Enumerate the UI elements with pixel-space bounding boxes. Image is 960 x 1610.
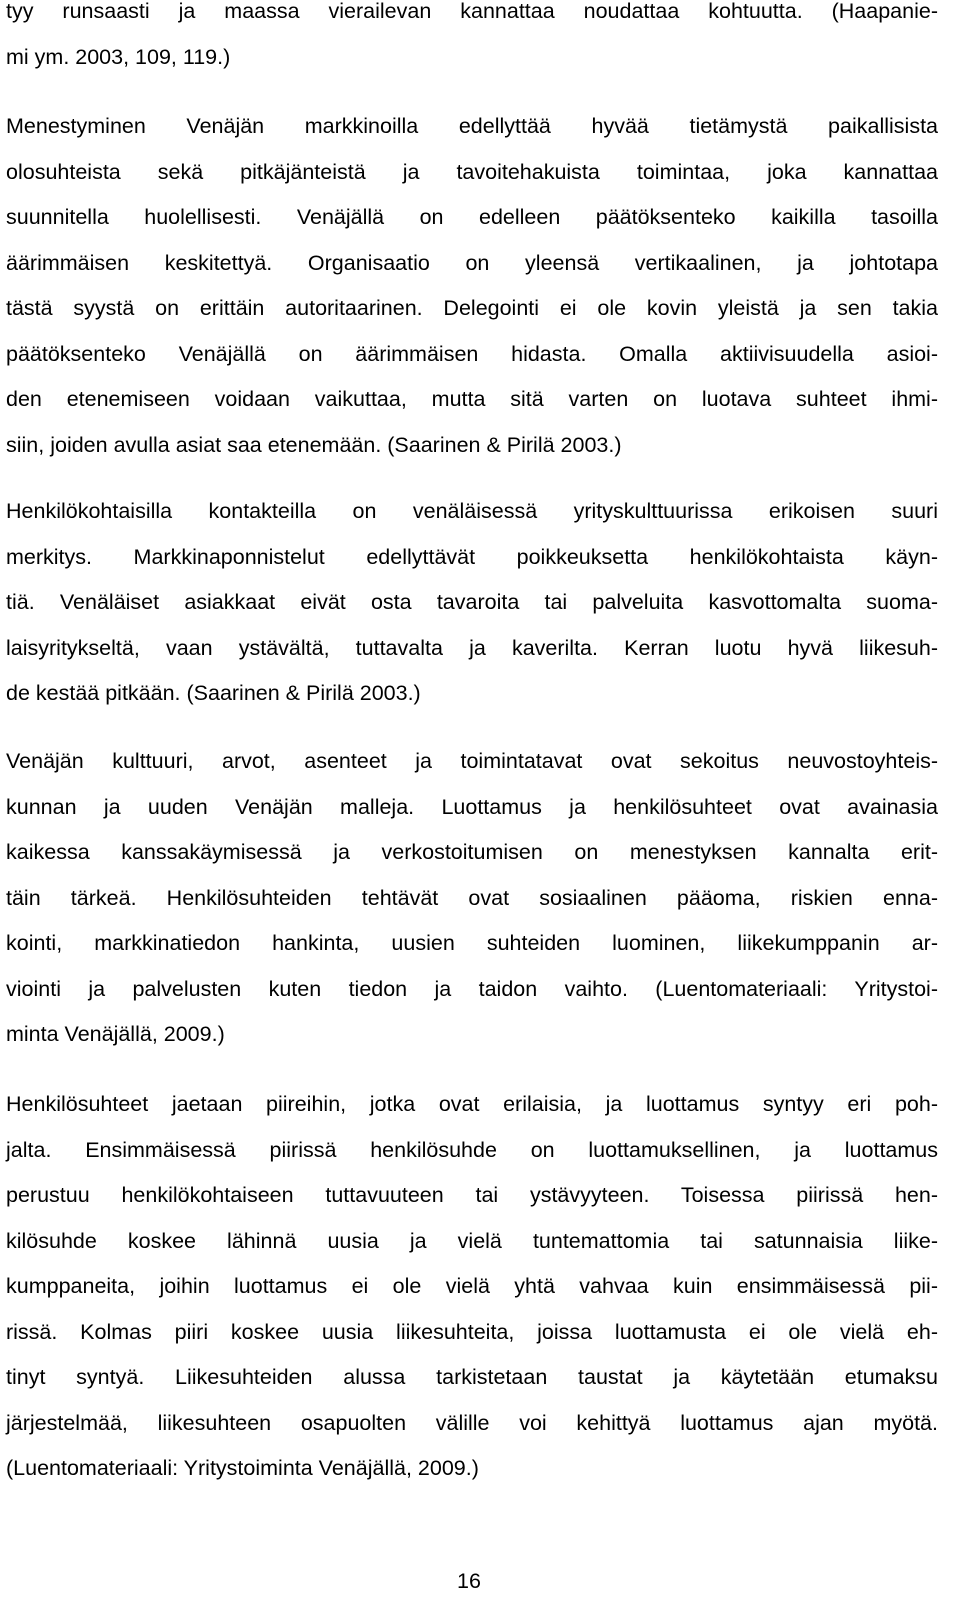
paragraph-4: [6, 739, 938, 1058]
paragraph-2: [6, 104, 938, 468]
paragraph-line: päätöksenteko Venäjällä on äärimmäisen hidasta. Omalla aktiivisuudella asioi-: [6, 341, 938, 366]
paragraph-line: tinyt syntyä. Liikesuhteiden alussa tarkistetaan taustat ja käytetään etumaksu: [6, 1365, 938, 1389]
paragraph-line: Venäjän kulttuuri, arvot, asenteet ja toimintatavat ovat sekoitus neuvostoyhteis-: [6, 749, 938, 773]
paragraph-line: Menestyminen Venäjän markkinoilla edellyttää hyvää tietämystä paikallisista: [6, 114, 938, 138]
paragraph-line: tästä syystä on erittäin autoritaarinen. Delegointi ei ole kovin yleistä ja sen takia: [6, 296, 938, 320]
paragraph-5: [6, 1082, 938, 1492]
paragraph-line: den etenemiseen voidaan vaikuttaa, mutta sitä varten on luotava suhteet ihmi-: [6, 387, 938, 411]
paragraph-line: äärimmäisen keskitettyä. Organisaatio on yleensä vertikaalinen, ja johtotapa: [6, 250, 938, 275]
paragraph-line: minta Venäjällä, 2009.): [6, 1022, 225, 1046]
paragraph-line: suunnitella huolellisesti. Venäjällä on edelleen päätöksenteko kaikilla tasoilla: [6, 205, 938, 229]
paragraph-line: siin, joiden avulla asiat saa etenemään. (Saarinen & Pirilä 2003.): [6, 432, 622, 457]
paragraph-line: kunnan ja uuden Venäjän malleja. Luottamus ja henkilösuhteet ovat avainasia: [6, 794, 938, 819]
paragraph-line: järjestelmää, liikesuhteen osapuolten välille voi kehittyä luottamus ajan myötä.: [6, 1410, 938, 1435]
paragraph-line: kumppaneita, joihin luottamus ei ole vielä yhtä vahvaa kuin ensimmäisessä pii-: [6, 1274, 938, 1298]
paragraph-line: perustuu henkilökohtaiseen tuttavuuteen tai ystävyyteen. Toisessa piirissä hen-: [6, 1183, 938, 1207]
paragraph-line: Henkilökohtaisilla kontakteilla on venäläisessä yrityskulttuurissa erikoisen suuri: [6, 499, 938, 523]
paragraph-line: merkitys. Markkinaponnistelut edellyttävät poikkeuksetta henkilökohtaista käyn-: [6, 544, 938, 569]
paragraph-line: laisyritykseltä, vaan ystävältä, tuttavalta ja kaverilta. Kerran luotu hyvä liikesuh-: [6, 635, 938, 660]
paragraph-line: kilösuhde koskee lähinnä uusia ja vielä tuntemattomia tai satunnaisia liike-: [6, 1228, 938, 1253]
paragraph-3: [6, 489, 938, 717]
paragraph-line: kaikessa kanssakäymisessä ja verkostoitumisen on menestyksen kannalta erit-: [6, 840, 938, 864]
paragraph-line: täin tärkeä. Henkilösuhteiden tehtävät ovat sosiaalinen pääoma, riskien enna-: [6, 885, 938, 910]
paragraph-line: mi ym. 2003, 109, 119.): [6, 44, 231, 69]
paragraph-line: Henkilösuhteet jaetaan piireihin, jotka ovat erilaisia, ja luottamus syntyy eri poh-: [6, 1092, 938, 1116]
paragraph-1: [6, 0, 938, 80]
page-number: 16: [457, 1569, 481, 1593]
paragraph-line: tiä. Venäläiset asiakkaat eivät osta tavaroita tai palveluita kasvottomalta suoma-: [6, 590, 938, 614]
paragraph-line: jalta. Ensimmäisessä piirissä henkilösuhde on luottamuksellinen, ja luottamus: [6, 1137, 938, 1162]
paragraph-line: rissä. Kolmas piiri koskee uusia liikesuhteita, joissa luottamusta ei ole vielä eh-: [6, 1319, 938, 1344]
paragraph-line: olosuhteista sekä pitkäjänteistä ja tavoitehakuista toimintaa, joka kannattaa: [6, 159, 938, 184]
paragraph-line: tyy runsaasti ja maassa vierailevan kannattaa noudattaa kohtuutta. (Haapanie-: [6, 0, 938, 23]
paragraph-line: (Luentomateriaali: Yritystoiminta Venäjällä, 2009.): [6, 1456, 479, 1480]
paragraph-line: viointi ja palvelusten kuten tiedon ja taidon vaihto. (Luentomateriaali: Yritystoi-: [6, 976, 938, 1001]
paragraph-line: de kestää pitkään. (Saarinen & Pirilä 2003.): [6, 681, 421, 705]
paragraph-line: kointi, markkinatiedon hankinta, uusien suhteiden luominen, liikekumppanin ar-: [6, 931, 938, 955]
